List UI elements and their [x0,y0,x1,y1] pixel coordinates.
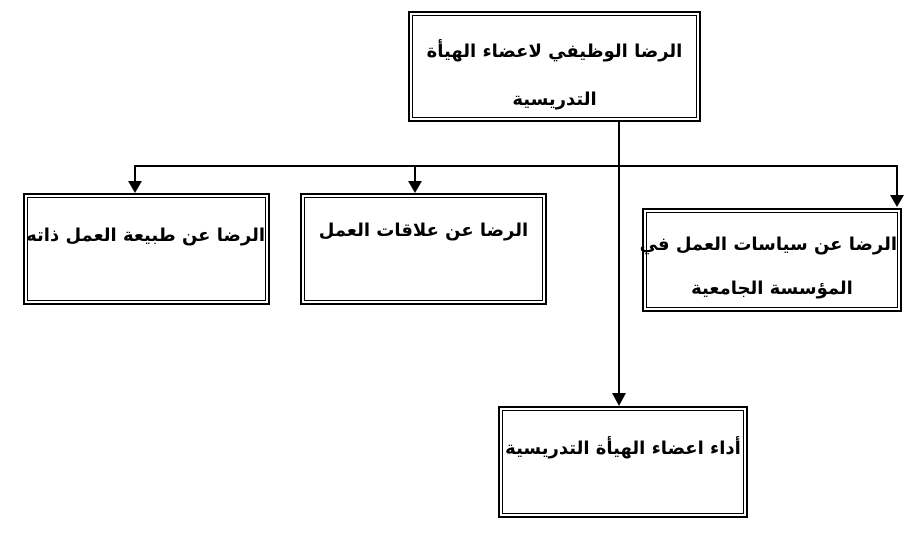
node-label-line: الرضا عن سياسات العمل في [639,234,897,255]
node-work-relations [300,193,547,305]
node-label-line: الرضا عن علاقات العمل [318,220,529,241]
node-faculty-performance [498,406,748,518]
arrowhead-middle [408,181,422,193]
node-label-line: المؤسسة الجامعية [691,278,853,299]
arrowhead-right [890,195,904,207]
arrowhead-left [128,181,142,193]
node-nature-of-work-label [27,197,266,301]
node-nature-of-work [23,193,270,305]
node-faculty-performance-label [502,410,744,514]
arrowhead-performance [612,393,626,406]
node-work-policies [639,208,902,312]
node-label-line: أداء اعضاء الهيأة التدريسية [505,438,741,459]
node-job-satisfaction-label [412,15,697,118]
node-label-line: الرضا عن طبيعة العمل ذاته [26,225,265,246]
node-label-line: التدريسية [512,89,597,110]
node-work-policies-label [639,212,898,308]
node-work-relations-label [304,197,543,301]
node-job-satisfaction [408,11,701,122]
node-label-line: الرضا الوظيفي لاعضاء الهيأة [426,41,683,62]
